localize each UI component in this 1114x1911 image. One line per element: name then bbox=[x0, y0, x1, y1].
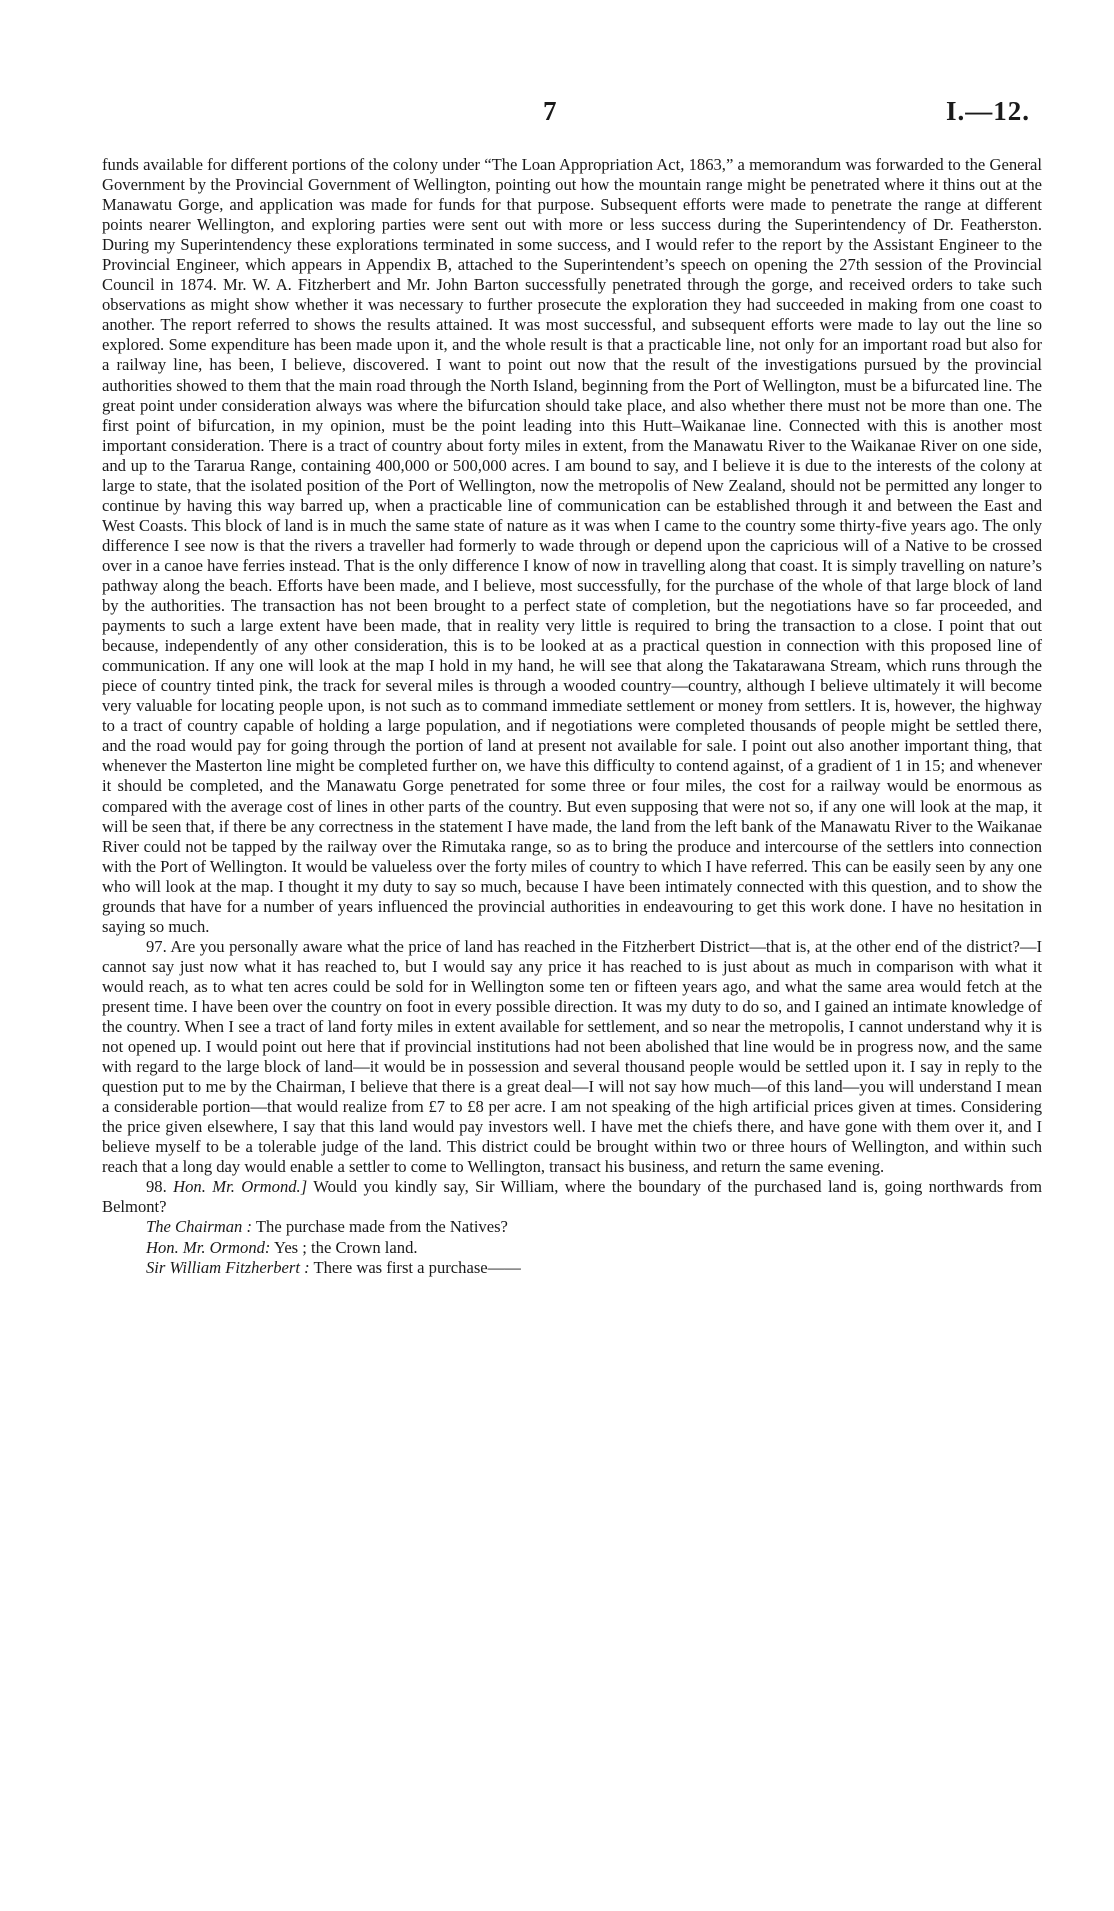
document-reference: I.—12. bbox=[945, 96, 1030, 126]
dialogue-text: There was first a purchase—— bbox=[313, 1257, 521, 1277]
dialogue-text: Yes ; the Crown land. bbox=[274, 1237, 418, 1257]
dialogue-line bbox=[102, 1258, 1042, 1278]
question-number: 98. bbox=[146, 1177, 167, 1197]
paragraph-question-97: 97. Are you personally aware what the price of land has reached in the Fitzherbert District—that is, at the other end of the district?—I cannot say just now what it has reached to, but I would say any price it has reached to is just about as much in comparison with what it would reach, as to what ten acres could be sold for in Wellington some ten or fifteen years ago, and what the same area would fetch at the present time. I have been over the country on foot in every possible direction. It was my duty to do so, and I gained an intimate knowledge of the country. When I see a tract of land forty miles in extent available for settlement, and so near the metropolis, I cannot understand why it is not opened up. I would point out here that if provincial institutions had not been abolished that line would be in progress now, and the same with regard to the large block of land—it would be in possession and several thousand people would be settled upon it. I say in reply to the question put to me by the Chairman, I believe that there is a great deal—I will not say how much—of this land—you will understand I mean a considerable portion—that would realize from £7 to £8 per acre. I am not speaking of the high artificial prices given at times. Considering the price given elsewhere, I say that this land would pay investors well. I have met the chiefs there, and have gone with them over it, and I believe myself to be a tolerable judge of the land. This district could be brought within two or three hours of Wellington, and within such reach that a long day would enable a settler to come to Wellington, transact his business, and return the same evening. bbox=[102, 936, 1042, 1177]
speaker-name: The Chairman : bbox=[146, 1217, 253, 1237]
paragraph-question-98 bbox=[102, 1177, 1042, 1217]
dialogue-text: The purchase made from the Natives? bbox=[255, 1217, 508, 1237]
speaker-name: Hon. Mr. Ormond: bbox=[146, 1237, 271, 1257]
speaker-name: Hon. Mr. Ormond.] bbox=[173, 1177, 308, 1197]
question-text: Would you kindly say, Sir William, where the boundary of the purchased land is, going northwards from Belmont? bbox=[102, 1177, 1042, 1217]
page-number: 7 bbox=[543, 96, 557, 126]
speaker-name: Sir William Fitzherbert : bbox=[146, 1257, 310, 1277]
paragraph-continuation: funds available for different portions of the colony under “The Loan Appropriation Act, 1863,” a memorandum was forwarded to the General Government by the Provincial Government of Wellington, pointing out how the mountain range might be penetrated where it thins out at the Manawatu Gorge, and application was made for funds for that purpose. Subsequent efforts were made to penetrate the range at different points nearer Wellington, and exploring parties were sent out with more or less success during the Superintendency of Dr. Featherston. During my Superintendency these explorations terminated in some success, and I would refer to the report by the Assistant Engineer to the Provincial Engineer, which appears in Appendix B, attached to the Superintendent’s speech on opening the 27th session of the Provincial Council in 1874. Mr. W. A. Fitzherbert and Mr. John Barton successfully penetrated through the gorge, and received orders to take such observations as might show whether it was necessary to further prosecute the exploration they had succeeded in making from one coast to another. The report referred to shows the results attained. It was most successful, and subsequent efforts were made to lay out the line so explored. Some expenditure has been made upon it, and the whole result is that a practicable line, not only for an important road but also for a railway line, has been, I believe, discovered. I want to point out now that the result of the investigations pursued by the provincial authorities showed to them that the main road through the North Island, beginning from the Port of Wellington, must be a bifurcated line. The great point under consideration always was where the bifurcation should take place, and also whether there must not be more than one. The first point of bifurcation, in my opinion, must be the point leading into this Hutt–Waikanae line. Connected with this is another most important consideration. There is a tract of country about forty miles in extent, from the Manawatu River to the Waikanae River on one side, and up to the Tararua Range, containing 400,000 or 500,000 acres. I am bound to say, and I believe it is due to the interests of the colony at large to state, that the isolated position of the Port of Wellington, now the metropolis of New Zealand, should not be permitted any longer to continue by having this way barred up, when a practicable line of communication can be established through it and between the East and West Coasts. This block of land is in much the same state of nature as it was when I came to the country some thirty-five years ago. The only difference I see now is that the rivers a traveller had formerly to wade through or depend upon the capricious will of a Native to be crossed over in a canoe have ferries instead. That is the only difference I know of now in travelling along that coast. It is simply travelling on nature’s pathway along the beach. Efforts have been made, and I believe, most successfully, for the purchase of the whole of that large block of land by the authorities. The transaction has not been brought to a perfect state of completion, but the negotiations have so far proceeded, and payments to such a large extent have been made, that in reality very little is required to bring the transaction to a close. I point that out because, independently of any other consideration, this is to be looked at as a practical question in connection with this proposed line of communication. If any one will look at the map I hold in my hand, he will see that along the Takatarawana Stream, which runs through the piece of country tinted pink, the track for several miles is through a wooded country—country, although I believe ultimately it will become very valuable for locating people upon, is not such as to command immediate settlement or money from settlers. It is, however, the highway to a tract of country capable of holding a large population, and if negotiations were completed thousands of people might be settled there, and the road would pay for going through the portion of land at present not available for sale. I point out also another important thing, that whenever the Masterton line might be completed further on, we have this difficulty to contend against, of a gradient of 1 in 15; and whenever it should be completed, and the Manawatu Gorge penetrated for some three or four miles, the cost for a railway would be enormous as compared with the average cost of lines in other parts of the country. But even supposing that were not so, if any one will look at the map, it will be seen that, if there be any correctness in the statement I have made, the land from the left bank of the Manawatu River to the Waikanae River could not be tapped by the railway over the Rimutaka range, so as to bring the produce and intercourse of the settlers into connection with the Port of Wellington. It would be valueless over the forty miles of country to which I have referred. This can be easily seen by any one who will look at the map. I thought it my duty to say so much, because I have been intimately connected with this question, and to show the grounds that have for a number of years influenced the provincial authorities in endeavouring to get this work done. I have no hesitation in saying so much. bbox=[102, 155, 1043, 936]
body-text bbox=[102, 155, 1042, 1278]
dialogue-line bbox=[102, 1238, 1042, 1258]
dialogue-line bbox=[102, 1217, 1042, 1237]
